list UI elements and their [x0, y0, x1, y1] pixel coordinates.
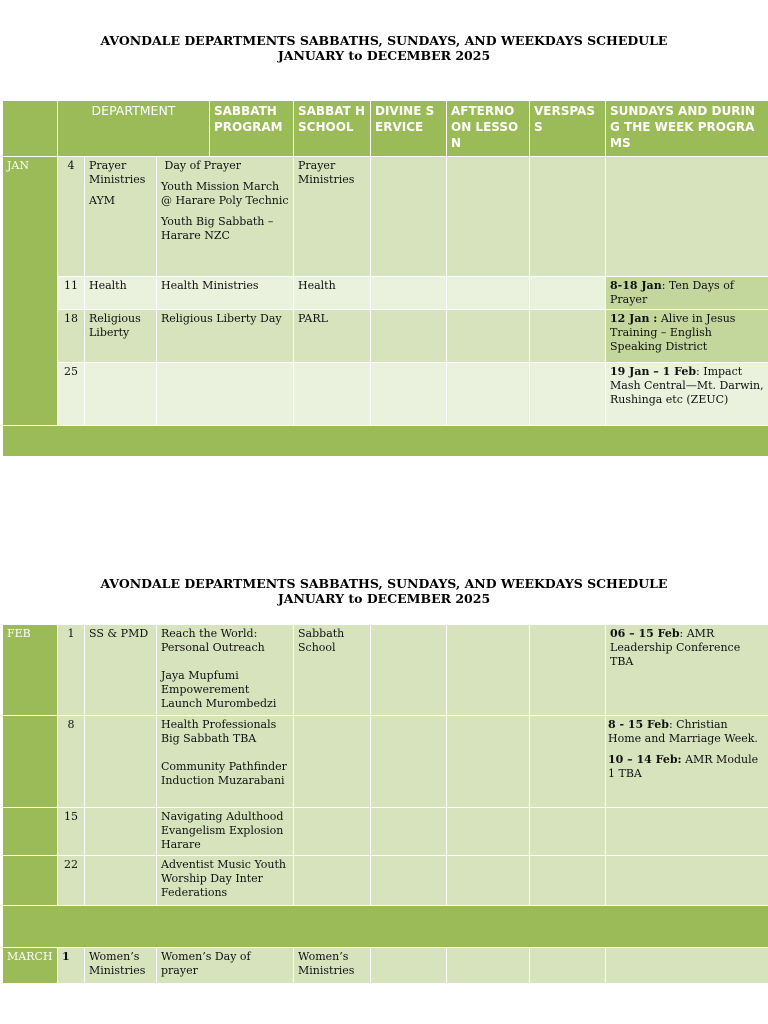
sabbath-school-cell: Sabbath School	[294, 625, 371, 716]
header-department: DEPARTMENT	[58, 101, 210, 157]
date-cell: 4	[58, 157, 85, 277]
table-row	[3, 856, 768, 906]
program-text: Jaya Mupfumi Empowerement Launch Murombedzi	[161, 669, 277, 710]
separator-band	[3, 426, 768, 457]
department-cell: Religious Liberty	[85, 310, 157, 363]
date-cell: 15	[58, 808, 85, 856]
date-cell: 22	[58, 856, 85, 906]
sunday-program-cell	[606, 363, 768, 426]
program-text: Alive in Jesus Training – English Speaking District	[610, 312, 736, 353]
program-text: : Ten Days of Prayer	[610, 279, 734, 306]
sunday-entry	[608, 753, 764, 781]
sabbath-program-cell	[157, 157, 294, 277]
afternoon-lesson-cell	[447, 625, 530, 716]
date-range: 8 - 15 Feb	[608, 718, 669, 731]
divine-service-cell	[371, 716, 447, 808]
sabbath-program-cell: Women’s Day of prayer	[157, 948, 294, 984]
table-row	[3, 310, 768, 363]
afternoon-lesson-cell	[447, 948, 530, 984]
sabbath-school-cell: PARL	[294, 310, 371, 363]
sabbath-school-cell	[294, 716, 371, 808]
header-row	[3, 101, 768, 157]
spacer	[161, 655, 289, 669]
sunday-program-cell	[606, 856, 768, 906]
sunday-program-cell	[606, 808, 768, 856]
sabbath-program-cell: Adventist Music Youth Worship Day Inter Federations	[157, 856, 294, 906]
sabbath-program-cell: Health Ministries	[157, 277, 294, 310]
afternoon-lesson-cell	[447, 716, 530, 808]
sunday-entry	[608, 718, 764, 746]
department-cell: Health	[85, 277, 157, 310]
date-cell: 11	[58, 277, 85, 310]
divine-service-cell	[371, 157, 447, 277]
department-cell	[85, 716, 157, 808]
afternoon-lesson-cell	[447, 363, 530, 426]
program-text: : AMR Leadership Conference TBA	[610, 627, 741, 668]
program-text: Day of Prayer	[161, 159, 241, 172]
date-cell: 25	[58, 363, 85, 426]
sabbath-program-cell: Navigating Adulthood Evangelism Explosion Harare	[157, 808, 294, 856]
month-label-empty	[3, 716, 58, 808]
sabbath-program-cell	[157, 716, 294, 808]
divine-service-cell	[371, 808, 447, 856]
verspass-cell	[530, 625, 606, 716]
sabbath-school-cell	[294, 808, 371, 856]
date-range: 10 – 14 Feb:	[608, 753, 682, 766]
table-row	[3, 948, 768, 984]
afternoon-lesson-cell	[447, 310, 530, 363]
program-text: AMR Module 1 TBA	[608, 753, 759, 780]
title-line-1: AVONDALE DEPARTMENTS SABBATHS, SUNDAYS, AND WEEKDAYS SCHEDULE	[100, 33, 668, 48]
table-row	[3, 363, 768, 426]
table-row	[3, 277, 768, 310]
schedule-table-jan	[2, 100, 768, 457]
title-line-1: AVONDALE DEPARTMENTS SABBATHS, SUNDAYS, AND WEEKDAYS SCHEDULE	[100, 576, 668, 591]
verspass-cell	[530, 310, 606, 363]
spacer	[161, 746, 289, 760]
program-text: Reach the World: Personal Outreach	[161, 627, 265, 654]
schedule-title	[0, 33, 768, 63]
date-cell: 1	[58, 948, 85, 984]
verspass-cell	[530, 716, 606, 808]
department-cell	[85, 856, 157, 906]
department-cell: SS & PMD	[85, 625, 157, 716]
date-range: 19 Jan – 1 Feb	[610, 365, 697, 378]
sabbath-school-cell	[294, 856, 371, 906]
verspass-cell	[530, 157, 606, 277]
month-label-empty	[3, 808, 58, 856]
sabbath-school-cell: Women’s Ministries	[294, 948, 371, 984]
month-label: JAN	[3, 157, 58, 426]
band-cell	[3, 426, 768, 457]
header-verspass: VERSPAS S	[530, 101, 606, 157]
date-range: 8-18 Jan	[610, 279, 662, 292]
verspass-cell	[530, 856, 606, 906]
afternoon-lesson-cell	[447, 157, 530, 277]
divine-service-cell	[371, 625, 447, 716]
verspass-cell	[530, 948, 606, 984]
date-cell: 1	[58, 625, 85, 716]
schedule-title	[0, 576, 768, 606]
department-cell: Women’s Ministries	[85, 948, 157, 984]
header-month	[3, 101, 58, 157]
verspass-cell	[530, 277, 606, 310]
title-line-2: JANUARY to DECEMBER 2025	[277, 591, 491, 606]
program-text: Health Professionals Big Sabbath TBA	[161, 718, 277, 745]
sabbath-school-cell: Prayer Ministries	[294, 157, 371, 277]
table-row	[3, 716, 768, 808]
month-label-empty	[3, 856, 58, 906]
sabbath-program-cell	[157, 625, 294, 716]
schedule-table-feb-march	[2, 624, 768, 984]
month-label: MARCH	[3, 948, 58, 984]
title-line-2: JANUARY to DECEMBER 2025	[277, 48, 491, 63]
verspass-cell	[530, 363, 606, 426]
sunday-program-cell	[606, 157, 768, 277]
date-cell: 8	[58, 716, 85, 808]
sunday-program-cell	[606, 948, 768, 984]
header-sunday-programs: SUNDAYS AND DURING THE WEEK PROGRAMS	[606, 101, 768, 157]
date-cell: 18	[58, 310, 85, 363]
date-range: 06 – 15 Feb	[610, 627, 680, 640]
department-text: Prayer Ministries	[89, 159, 146, 186]
divine-service-cell	[371, 363, 447, 426]
month-label: FEB	[3, 625, 58, 716]
sunday-program-cell	[606, 625, 768, 716]
verspass-cell	[530, 808, 606, 856]
divine-service-cell	[371, 277, 447, 310]
sunday-program-cell	[606, 277, 768, 310]
table-row	[3, 808, 768, 856]
program-text: : Christian Home and Marriage Week.	[608, 718, 758, 745]
department-text: AYM	[89, 194, 116, 207]
afternoon-lesson-cell	[447, 808, 530, 856]
program-text: Youth Mission March @ Harare Poly Technic	[161, 180, 289, 207]
program-text: Community Pathfinder Induction Muzarabani	[161, 760, 287, 787]
header-afternoon-lesson: AFTERNO ON LESSON	[447, 101, 530, 157]
sabbath-school-cell: Health	[294, 277, 371, 310]
header-sabbath-program: SABBATH PROGRAM	[210, 101, 294, 157]
sabbath-program-cell	[157, 363, 294, 426]
divine-service-cell	[371, 310, 447, 363]
department-cell	[85, 808, 157, 856]
afternoon-lesson-cell	[447, 856, 530, 906]
separator-band	[3, 906, 768, 948]
divine-service-cell	[371, 948, 447, 984]
sunday-program-cell	[606, 310, 768, 363]
afternoon-lesson-cell	[447, 277, 530, 310]
program-text: Youth Big Sabbath – Harare NZC	[161, 215, 274, 242]
date-range: 12 Jan :	[610, 312, 658, 325]
header-divine-service: DIVINE SERVICE	[371, 101, 447, 157]
divine-service-cell	[371, 856, 447, 906]
department-cell	[85, 363, 157, 426]
sabbath-school-cell	[294, 363, 371, 426]
program-text: : Impact Mash Central—Mt. Darwin, Rushinga etc (ZEUC)	[610, 365, 764, 406]
header-sabbath-school: SABBAT H SCHOOL	[294, 101, 371, 157]
table-row	[3, 625, 768, 716]
sabbath-program-cell: Religious Liberty Day	[157, 310, 294, 363]
table-row	[3, 157, 768, 277]
sunday-program-cell	[606, 716, 768, 808]
department-cell	[85, 157, 157, 277]
band-cell	[3, 906, 768, 948]
